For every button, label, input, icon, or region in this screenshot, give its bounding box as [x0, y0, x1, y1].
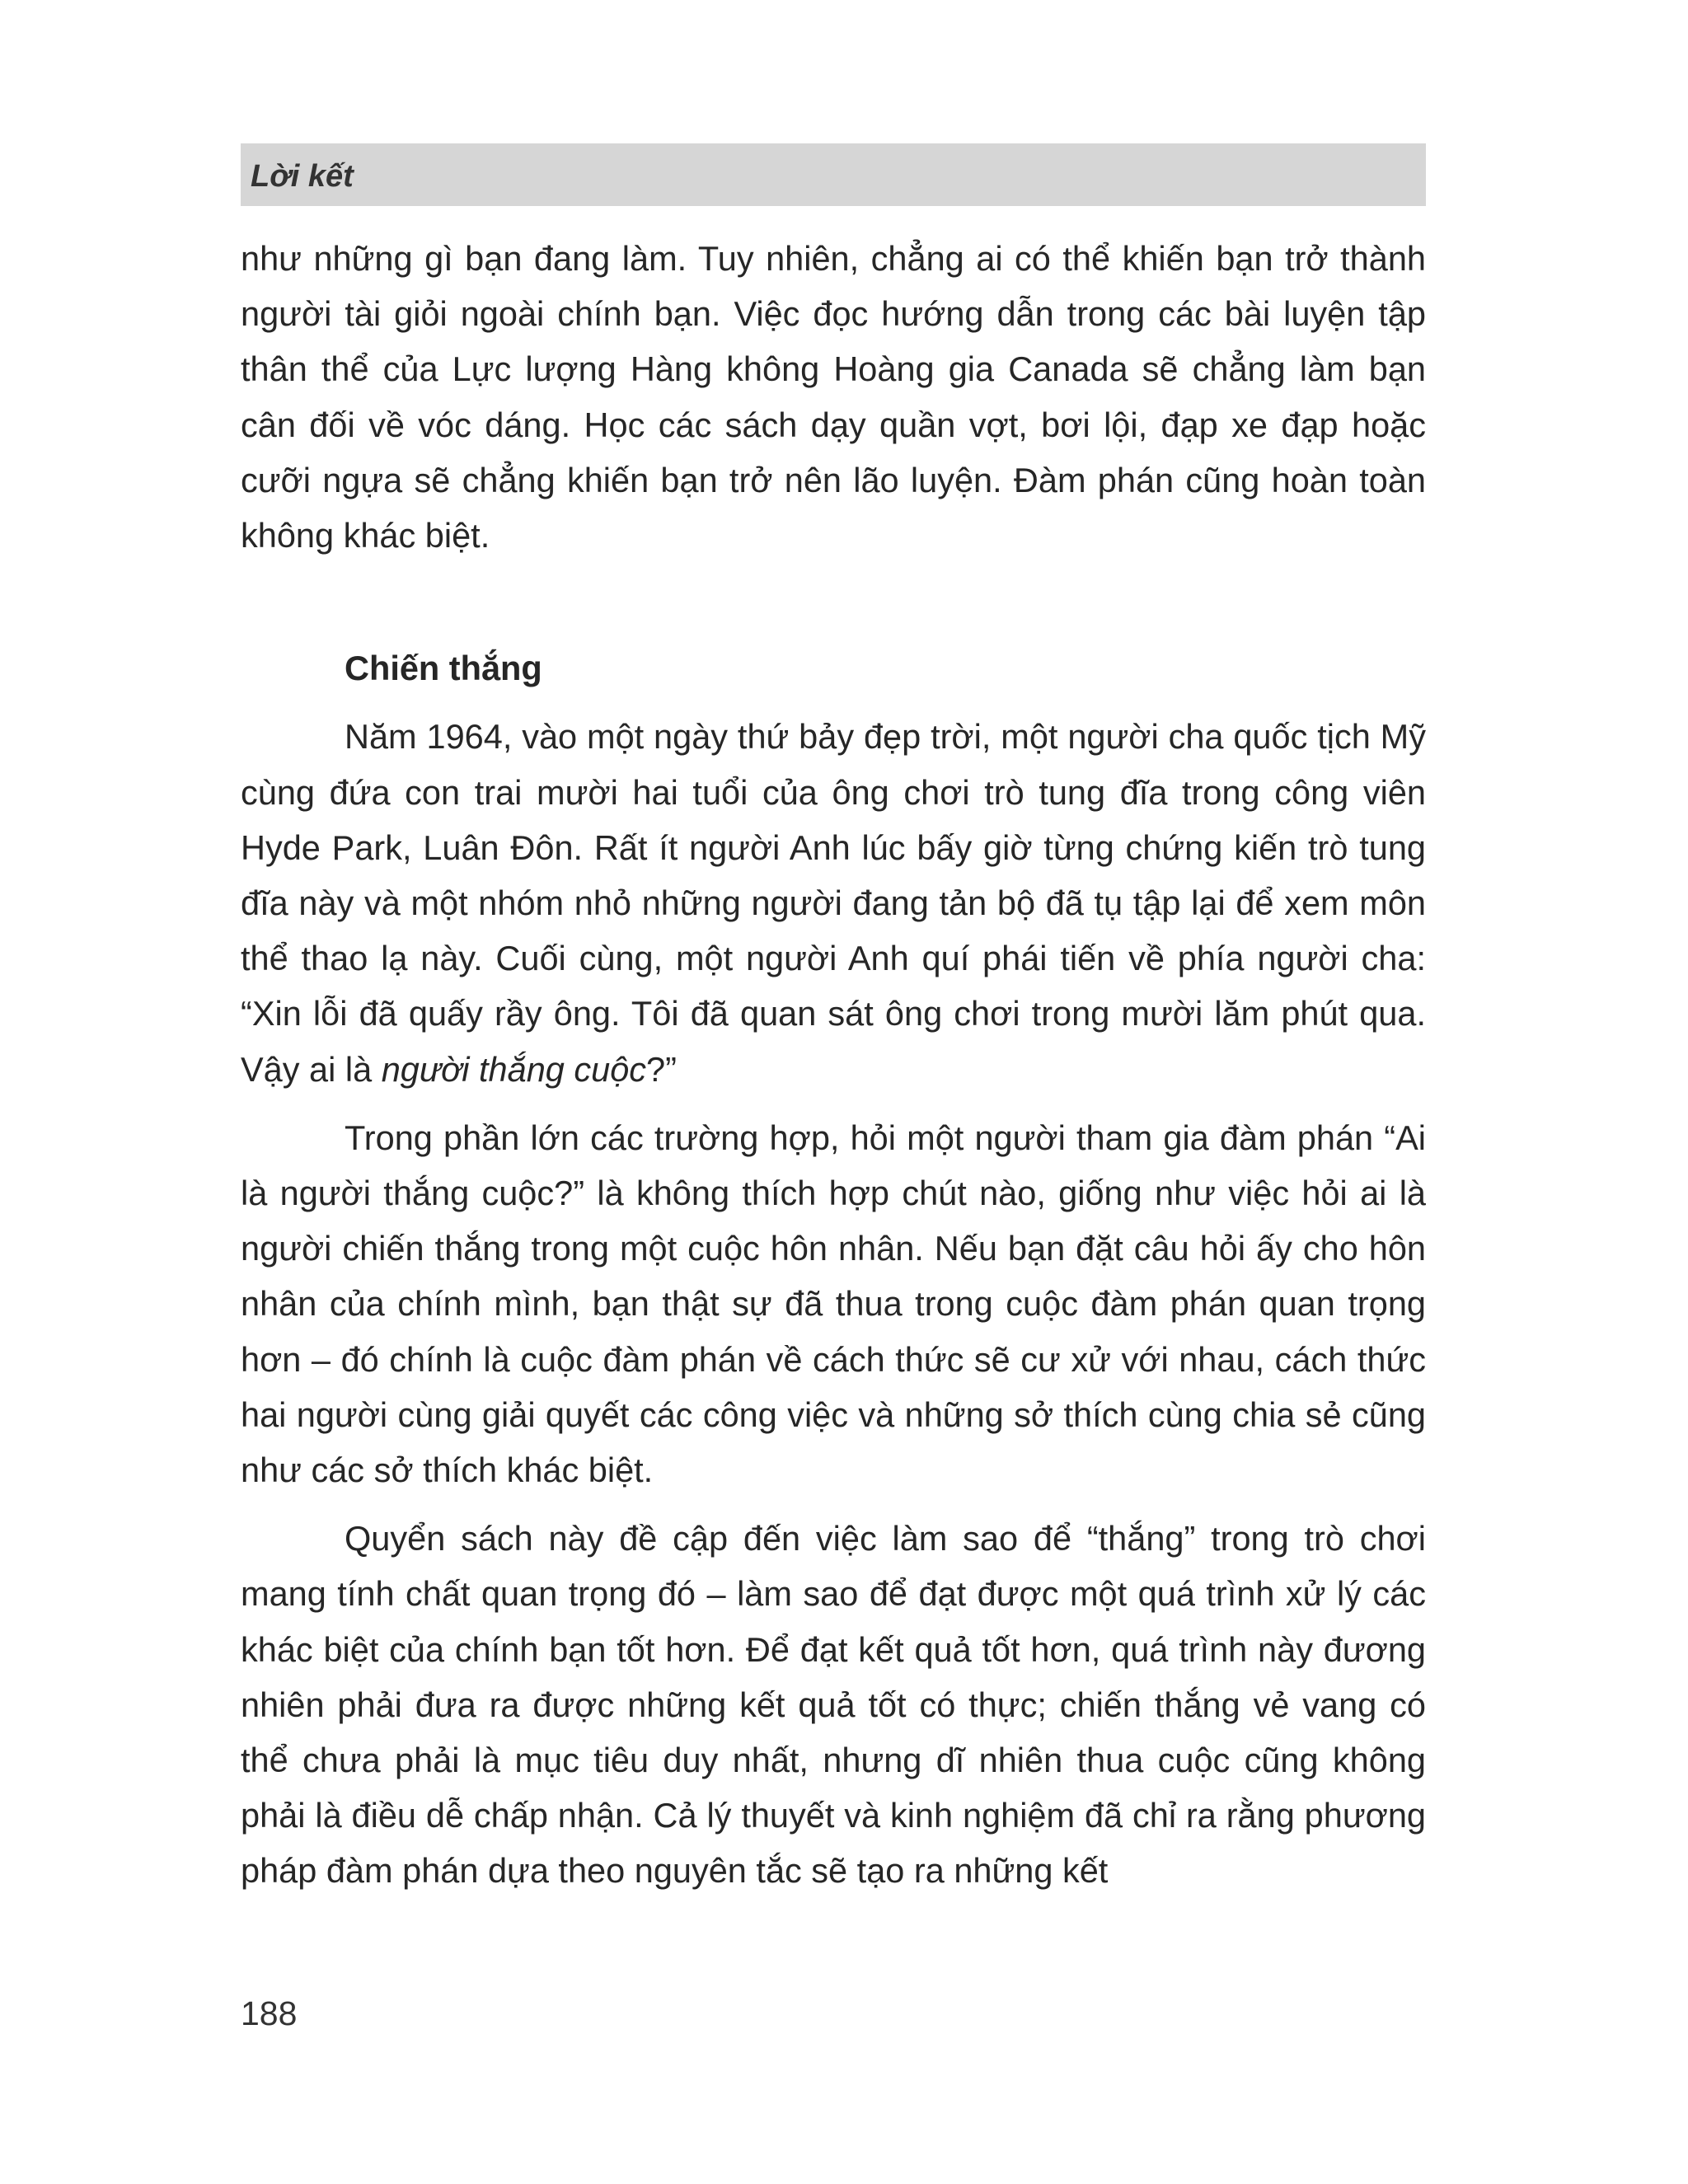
paragraph-winner-question: Trong phần lớn các trường hợp, hỏi một người tham gia đàm phán “Ai là người thắng cuộc?” là không thích hợp chút nào, giống như việc hỏi ai là người chiến thắng trong một cuộc hôn nhân. Nếu bạn đặt câu hỏi ấy cho hôn nhân của chính mình, bạn thật sự đã thua trong cuộc đàm phán quan trọng hơn – đó chính là cuộc đàm phán về cách thức sẽ cư xử với nhau, cách thức hai người cùng giải quyết các công việc và những sở thích cùng chia sẻ cũng như các sở thích khác biệt.	[241, 1118, 1426, 1490]
paragraph-book-purpose: Quyển sách này đề cập đến việc làm sao để “thắng” trong trò chơi mang tính chất quan trọng đó – làm sao để đạt được một quá trình xử lý các khác biệt của chính bạn tốt hơn. Để đạt kết quả tốt hơn, quá trình này đương nhiên phải đưa ra được những kết quả tốt có thực; chiến thắng vẻ vang có thể chưa phải là mục tiêu duy nhất, nhưng dĩ nhiên thua cuộc cũng không phải là điều dễ chấp nhận. Cả lý thuyết và kinh nghiệm đã chỉ ra rằng phương pháp đàm phán dựa theo nguyên tắc sẽ tạo ra những kết	[241, 1519, 1426, 1891]
paragraph-continuation: như những gì bạn đang làm. Tuy nhiên, chẳng ai có thể khiến bạn trở thành người tài giỏi ngoài chính bạn. Việc đọc hướng dẫn trong các bài luyện tập thân thể của Lực lượng Hàng không Hoàng gia Canada sẽ chẳng làm bạn cân đối về vóc dáng. Học các sách dạy quần vợt, bơi lội, đạp xe đạp hoặc cưỡi ngựa sẽ chẳng khiến bạn trở nên lão luyện. Đàm phán cũng hoàn toàn không khác biệt.	[241, 239, 1426, 555]
page-number: 188	[241, 1994, 298, 2032]
paragraph-anecdote	[241, 709, 1426, 1096]
section-heading: Chiến thắng	[345, 649, 542, 688]
paragraph-anecdote-end: ?”	[646, 1049, 677, 1089]
paragraph-anecdote-italic: người thắng cuộc	[381, 1049, 647, 1089]
paragraph-anecdote-text: Năm 1964, vào một ngày thứ bảy đẹp trời, một người cha quốc tịch Mỹ cùng đứa con trai mười hai tuổi của ông chơi trò tung đĩa trong công viên Hyde Park, Luân Đôn. Rất ít người Anh lúc bấy giờ từng chứng kiến trò tung đĩa này và một nhóm nhỏ những người đang tản bộ đã tụ tập lại để xem môn thể thao lạ này. Cuối cùng, một người Anh quí phái tiến về phía người cha: “Xin lỗi đã quấy rầy ông. Tôi đã quan sát ông chơi trong mười lăm phút qua. Vậy ai là	[241, 717, 1426, 1089]
page-body	[241, 231, 1426, 1899]
running-header-title: Lời kết	[251, 159, 354, 194]
running-header-bar	[241, 143, 1426, 206]
